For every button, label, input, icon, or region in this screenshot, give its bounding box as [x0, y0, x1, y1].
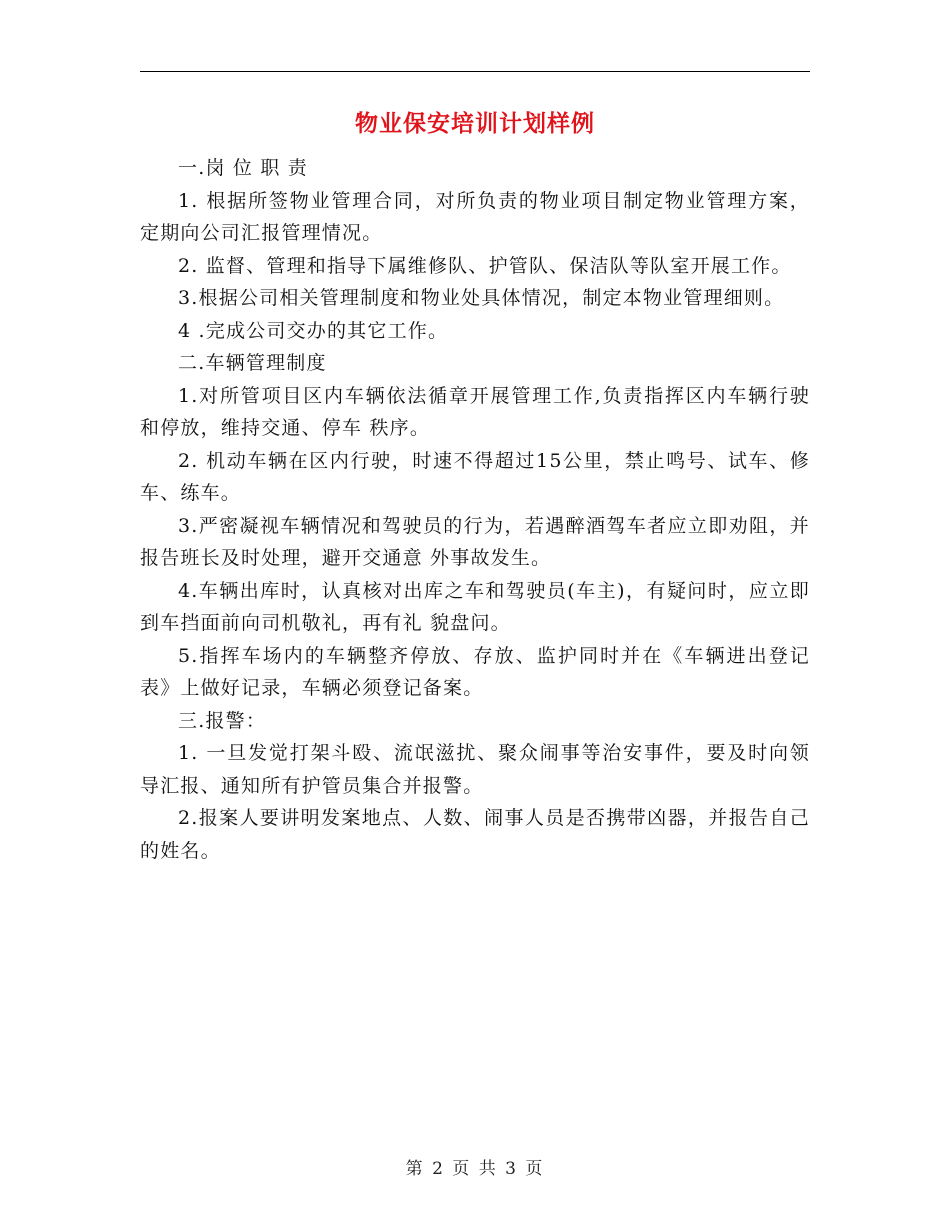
paragraph: 3.根据公司相关管理制度和物业处具体情况，制定本物业管理细则。	[178, 287, 785, 309]
page-number-footer: 第 2 页 共 3 页	[405, 1159, 545, 1179]
paragraph: 1. 根据所签物业管理合同，对所负责的物业项目制定物业管理方案，定期向公司汇报管理情况。	[140, 189, 810, 244]
paragraph: 2. 机动车辆在区内行驶，时速不得超过15公里，禁止鸣号、试车、修车、练车。	[140, 449, 810, 504]
section-heading-vehicles: 二.车辆管理制度	[178, 352, 327, 374]
paragraph: 3.严密凝视车辆情况和驾驶员的行为，若遇醉酒驾车者应立即劝阻，并报告班长及时处理，避开交通意 外事故发生。	[140, 514, 810, 569]
paragraph: 5.指挥车场内的车辆整齐停放、存放、监护同时并在《车辆进出登记表》上做好记录，车辆必须登记备案。	[140, 644, 810, 699]
paragraph: 2. 监督、管理和指导下属维修队、护管队、保洁队等队室开展工作。	[178, 254, 792, 277]
document-title: 物业保安培训计划样例	[355, 110, 595, 137]
header-rule	[140, 71, 810, 72]
paragraph: 1.对所管项目区内车辆依法循章开展管理工作,负责指挥区内车辆行驶和停放，维持交通、停车 秩序。	[140, 384, 810, 439]
section-heading-duties: 一.岗 位 职 责	[178, 157, 308, 179]
paragraph: 1. 一旦发觉打架斗殴、流氓滋扰、聚众闹事等治安事件，要及时向领导汇报、通知所有护管员集合并报警。	[140, 742, 810, 797]
paragraph: 4 .完成公司交办的其它工作。	[178, 319, 449, 342]
paragraph: 4.车辆出库时，认真核对出库之车和驾驶员(车主)，有疑问时，应立即到车挡面前向司机敬礼，再有礼 貌盘问。	[140, 579, 810, 634]
paragraph: 2.报案人要讲明发案地点、人数、闹事人员是否携带凶器，并报告自己的姓名。	[140, 807, 810, 862]
section-heading-alarm: 三.报警：	[178, 709, 267, 732]
document-body	[140, 152, 810, 867]
